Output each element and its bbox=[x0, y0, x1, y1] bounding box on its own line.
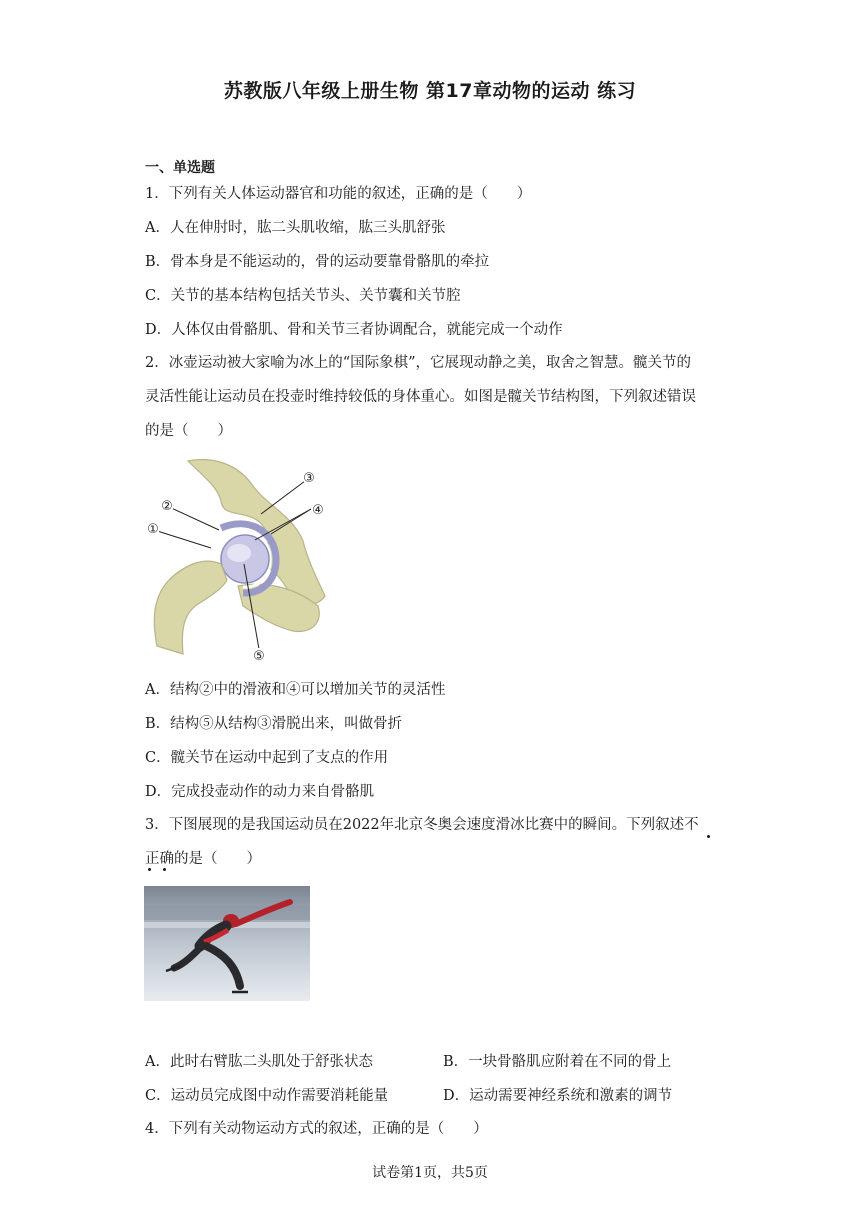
label-1: ① bbox=[147, 522, 159, 537]
emphasis-dot bbox=[148, 868, 151, 871]
emphasis-dot bbox=[163, 868, 166, 871]
femoral-head-highlight bbox=[227, 544, 251, 562]
q2-option-c: C．髋关节在运动中起到了支点的作用 bbox=[145, 750, 389, 766]
q2-option-d: D．完成投壶动作的动力来自骨骼肌 bbox=[145, 784, 375, 800]
q3-stem-line1: 3．下图展现的是我国运动员在2022年北京冬奥会速度滑冰比赛中的瞬间。下列叙述不 bbox=[145, 817, 699, 833]
pointer-line-1 bbox=[151, 529, 211, 548]
q1-option-d: D．人体仅由骨骼肌、骨和关节三者协调配合，就能完成一个动作 bbox=[145, 322, 563, 338]
q2-stem-line1: 2．冰壶运动被大家喻为冰上的“国际象棋”，它展现动静之美，取舍之智慧。髋关节的 bbox=[145, 355, 692, 371]
q2-stem-line2: 灵活性能让运动员在投壶时维持较低的身体重心。如图是髋关节结构图，下列叙述错误 bbox=[145, 389, 696, 405]
q1-option-c: C．关节的基本结构包括关节头、关节囊和关节腔 bbox=[145, 288, 461, 304]
q2-option-a: A．结构②中的滑液和④可以增加关节的灵活性 bbox=[145, 682, 446, 698]
q1-option-a: A．人在伸肘时，肱二头肌收缩，肱三头肌舒张 bbox=[145, 220, 446, 236]
q3-option-d: D．运动需要神经系统和激素的调节 bbox=[443, 1088, 673, 1104]
page-footer: 试卷第1页，共5页 bbox=[372, 1165, 488, 1181]
emphasis-dot bbox=[707, 835, 710, 838]
q2-stem-line3: 的是（ ） bbox=[145, 423, 232, 439]
section-heading: 一、单选题 bbox=[145, 160, 215, 176]
q3-option-c: C．运动员完成图中动作需要消耗能量 bbox=[145, 1088, 389, 1104]
label-4: ④ bbox=[312, 503, 324, 518]
speed-skater-photo bbox=[144, 886, 310, 1001]
q3-stem-line2: 正确的是（ ） bbox=[145, 851, 261, 867]
label-3: ③ bbox=[303, 471, 315, 486]
label-5: ⑤ bbox=[253, 649, 265, 664]
label-2: ② bbox=[161, 499, 173, 514]
q1-stem: 1．下列有关人体运动器官和功能的叙述，正确的是（ ） bbox=[145, 186, 532, 202]
pointer-line-3 bbox=[261, 478, 309, 514]
pointer-line-2 bbox=[167, 506, 219, 530]
q2-option-b: B．结构⑤从结构③滑脱出来，叫做骨折 bbox=[145, 716, 403, 732]
q4-stem: 4．下列有关动物运动方式的叙述，正确的是（ ） bbox=[145, 1121, 488, 1137]
q3-option-a: A．此时右臂肱二头肌处于舒张状态 bbox=[145, 1054, 373, 1070]
q1-option-b: B．骨本身是不能运动的，骨的运动要靠骨骼肌的牵拉 bbox=[145, 254, 490, 270]
femur bbox=[154, 561, 227, 654]
q3-option-b: B．一块骨骼肌应附着在不同的骨上 bbox=[443, 1054, 672, 1070]
hip-joint-diagram bbox=[143, 456, 333, 666]
page-title: 苏教版八年级上册生物 第17章动物的运动 练习 bbox=[223, 80, 637, 102]
